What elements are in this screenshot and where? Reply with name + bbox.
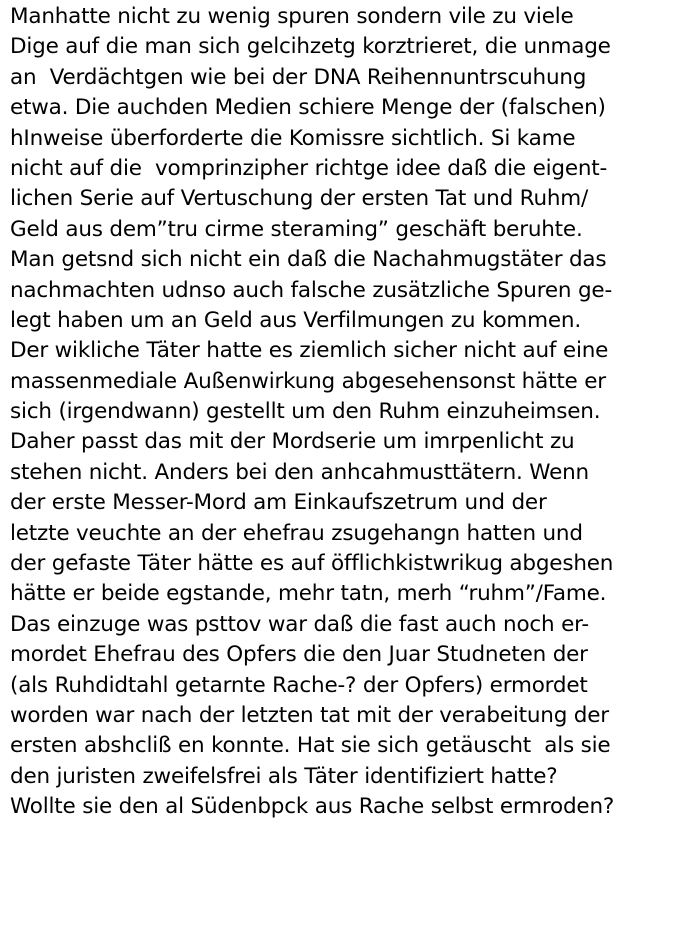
text-line: nachmachten udnso auch falsche zusätzliche Spuren ge- [10, 277, 613, 303]
text-line: der erste Messer-Mord am Einkaufszetrum und der [10, 490, 547, 516]
text-line: Man getsnd sich nicht ein daß die Nachahmugstäter das [10, 247, 607, 273]
text-line: worden war nach der letzten tat mit der verabeitung der [10, 702, 609, 728]
text-line: hInweise überforderte die Komissre sichtlich. Si kame [10, 125, 576, 151]
text-line: der gefaste Täter hätte es auf öfflichkistwrikug abgeshen [10, 551, 614, 577]
text-line: an Verdächtgen wie bei der DNA Reihennuntrscuhung [10, 64, 587, 90]
text-line: Wollte sie den al Südenbpck aus Rache selbst ermroden? [10, 794, 615, 820]
text-line: Das einzuge was psttov war daß die fast auch noch er- [10, 611, 589, 637]
text-line: ersten abshcliß en konnte. Hat sie sich getäuscht als sie [10, 733, 611, 759]
text-line: sich (irgendwann) gestellt um den Ruhm einzuheimsen. [10, 399, 601, 425]
text-line: Der wikliche Täter hatte es ziemlich sicher nicht auf eine [10, 338, 609, 364]
handwritten-note-text [10, 2, 682, 823]
text-line: Manhatte nicht zu wenig spuren sondern vile zu viele [10, 4, 574, 29]
text-line: hätte er beide egstande, mehr tatn, merh “ruhm”/Fame. [10, 581, 607, 607]
text-line: stehen nicht. Anders bei den anhcahmusttätern. Wenn [10, 459, 589, 485]
text-line: etwa. Die auchden Medien schiere Menge der (falschen) [10, 95, 606, 121]
text-line: Dige auf die man sich gelcihzetg korztrieret, die unmage [10, 34, 611, 60]
text-line: Daher passt das mit der Mordserie um imrpenlicht zu [10, 429, 575, 455]
text-line: Geld aus dem”tru cirme steraming” geschäft beruhte. [10, 216, 583, 242]
text-line: lichen Serie auf Vertuschung der ersten Tat und Ruhm/ [10, 186, 589, 212]
text-line: legt haben um an Geld aus Verfilmungen zu kommen. [10, 307, 581, 333]
text-line: mordet Ehefrau des Opfers die den Juar Studneten der [10, 642, 588, 668]
text-line: (als Ruhdidtahl getarnte Rache-? der Opfers) ermordet [10, 672, 588, 698]
text-line: massenmediale Außenwirkung abgesehensonst hätte er [10, 368, 606, 394]
text-line: den juristen zweifelsfrei als Täter identifiziert hatte? [10, 763, 558, 789]
text-line: letzte veuchte an der ehefrau zsugehangn hatten und [10, 520, 583, 546]
text-line: nicht auf die vomprinzipher richtge idee daß die eigent- [10, 155, 608, 181]
